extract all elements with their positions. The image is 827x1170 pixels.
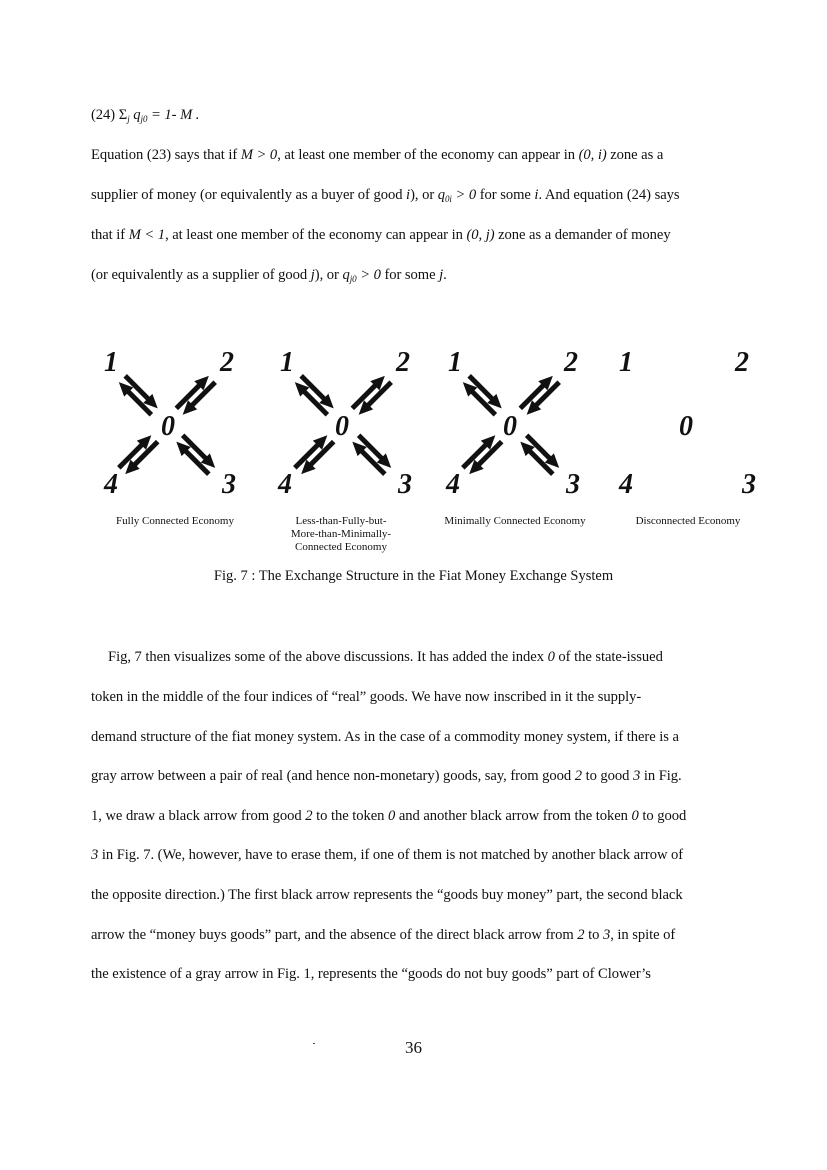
para2-line7: the opposite direction.) The first black arrow represents the “goods buy money” part, the second black xyxy=(91,887,683,903)
sum-subscript: j xyxy=(127,114,130,124)
node-3: 3 xyxy=(566,469,580,500)
equation-24 xyxy=(91,106,199,128)
caption-line: More-than-Minimally- xyxy=(290,528,392,540)
caption-line: Minimally Connected Economy xyxy=(444,515,586,527)
node-3: 3 xyxy=(742,469,756,500)
para1-line4 xyxy=(91,266,447,288)
math-span: q xyxy=(342,267,350,283)
text-span: arrow the “money buys goods” part, and the absence of the direct black arrow from xyxy=(91,927,578,943)
text-span: and another black arrow from the token xyxy=(395,808,632,824)
arrow-pair-2-0 xyxy=(172,371,220,419)
text-span: gray arrow between a pair of real (and hence non-monetary) goods, say, from good xyxy=(91,768,575,784)
node-1: 1 xyxy=(619,347,633,378)
arrow-pair-1-0 xyxy=(290,371,338,419)
math-span: > 0 xyxy=(451,187,477,203)
math-span: 3 xyxy=(633,768,641,784)
exchange-structure-figure xyxy=(0,335,827,515)
equation-rhs: = 1- M . xyxy=(151,107,200,123)
text-span: to good xyxy=(581,768,634,784)
node-3: 3 xyxy=(222,469,236,500)
para2-line6 xyxy=(91,846,683,864)
para2-line1 xyxy=(108,648,663,666)
node-1: 1 xyxy=(448,347,462,378)
node-4: 4 xyxy=(278,469,292,500)
para1-line2 xyxy=(91,186,680,208)
sum-symbol: Σ xyxy=(118,107,128,123)
math-span: 0 xyxy=(631,808,639,824)
node-2: 2 xyxy=(220,347,234,378)
node-2: 2 xyxy=(564,347,578,378)
text-span: , in spite of xyxy=(610,927,676,943)
text-span: , at least one member of the economy can appear in xyxy=(277,147,579,163)
para1-line1 xyxy=(91,146,663,164)
q-symbol: q xyxy=(133,107,141,123)
text-span: for some xyxy=(380,267,440,283)
math-span: (0, i) xyxy=(578,147,607,163)
math-subscript: j0 xyxy=(349,274,357,284)
arrow-pair-2-0 xyxy=(516,371,564,419)
node-2: 2 xyxy=(735,347,749,378)
caption-fully-connected xyxy=(92,515,258,528)
math-span: i xyxy=(534,187,539,203)
caption-disconnected xyxy=(614,515,762,528)
arrow-pair-1-0 xyxy=(114,371,162,419)
text-span: . xyxy=(443,267,447,283)
q-subscript: j0 xyxy=(140,114,148,124)
text-span: ), or xyxy=(314,267,343,283)
node-4: 4 xyxy=(446,469,460,500)
math-span: 0 xyxy=(388,808,396,824)
panel-fully-connected xyxy=(103,347,236,500)
node-4: 4 xyxy=(619,469,633,500)
math-span: 0 xyxy=(547,649,555,665)
math-span: 3 xyxy=(602,927,611,943)
caption-line: Less-than-Fully-but- xyxy=(295,515,387,527)
node-0: 0 xyxy=(503,411,517,442)
text-span: , at least one member of the economy can appear in xyxy=(165,227,467,243)
equation-label: (24) xyxy=(91,107,116,123)
caption-minimally-connected xyxy=(422,515,608,528)
text-span: that if xyxy=(91,227,129,243)
arrow-pair-4-0 xyxy=(458,431,506,479)
figure-title: Fig. 7 : The Exchange Structure in the Fiat Money Exchange System xyxy=(213,568,614,584)
para2-line2: token in the middle of the four indices of “real” goods. We have now inscribed in it the supply- xyxy=(91,689,642,705)
para2-line3: demand structure of the fiat money system. As in the case of a commodity money system, if there is a xyxy=(91,729,679,745)
text-span: zone as a demander of money xyxy=(494,227,671,243)
text-span: for some xyxy=(476,187,535,203)
math-span: > 0 xyxy=(356,267,381,283)
arrow-pair-3-0 xyxy=(172,431,220,479)
node-4: 4 xyxy=(104,469,118,500)
text-span: of the state-issued xyxy=(554,649,663,665)
text-span: in Fig. 7. (We, however, have to erase them, if one of them is not matched by another black arrow of xyxy=(98,847,684,863)
text-span: . And equation (24) says xyxy=(538,187,680,203)
node-2: 2 xyxy=(396,347,410,378)
para1-line3 xyxy=(91,226,671,244)
page-number: 36 xyxy=(405,1038,422,1057)
text-span: to the token xyxy=(312,808,388,824)
math-span: j xyxy=(439,267,444,283)
math-span: i xyxy=(406,187,411,203)
math-span: j xyxy=(310,267,315,283)
text-span: ), or xyxy=(410,187,438,203)
node-1: 1 xyxy=(104,347,118,378)
node-3: 3 xyxy=(398,469,412,500)
para2-line5 xyxy=(91,807,686,825)
math-span: 2 xyxy=(577,927,585,943)
panel-partially-connected xyxy=(277,347,412,500)
text-span: Equation (23) says that if xyxy=(91,147,241,163)
caption-line: Disconnected Economy xyxy=(635,515,741,527)
math-span: M > 0 xyxy=(240,147,278,163)
node-0: 0 xyxy=(161,411,175,442)
math-span: 2 xyxy=(574,768,582,784)
math-span: 2 xyxy=(305,808,313,824)
text-span: Fig, 7 then visualizes some of the above discussions. It has added the index xyxy=(108,649,548,665)
node-1: 1 xyxy=(280,347,294,378)
math-span: 3 xyxy=(91,847,99,863)
text-span: zone as a xyxy=(606,147,664,163)
arrow-pair-3-0 xyxy=(348,431,396,479)
arrow-pair-4-0 xyxy=(290,431,338,479)
para2-line4 xyxy=(91,767,682,785)
arrow-pair-3-0 xyxy=(516,431,564,479)
node-0: 0 xyxy=(679,411,693,442)
arrow-pair-1-0 xyxy=(458,371,506,419)
text-span: in Fig. xyxy=(640,768,682,784)
caption-partially-connected xyxy=(266,515,416,554)
arrow-pair-4-0 xyxy=(114,431,162,479)
caption-line: Connected Economy xyxy=(295,541,387,553)
panel-minimally-connected xyxy=(445,347,580,500)
caption-line: Fully Connected Economy xyxy=(116,515,234,527)
text-span: (or equivalently as a supplier of good xyxy=(91,267,311,283)
panel-disconnected xyxy=(618,347,756,500)
text-span: to xyxy=(584,927,603,943)
text-span: supplier of money (or equivalently as a buyer of good xyxy=(91,187,407,203)
para2-line8 xyxy=(91,926,675,944)
text-span: to good xyxy=(638,808,687,824)
math-span: (0, j) xyxy=(466,227,495,243)
para2-line9: the existence of a gray arrow in Fig. 1, represents the “goods do not buy goods” part of Clower’s xyxy=(91,966,651,982)
math-subscript: 0i xyxy=(444,194,452,204)
math-span: M < 1 xyxy=(128,227,166,243)
text-span: 1, we draw a black arrow from good xyxy=(91,808,306,824)
math-span: q xyxy=(437,187,445,203)
arrow-pair-2-0 xyxy=(348,371,396,419)
node-0: 0 xyxy=(335,411,349,442)
